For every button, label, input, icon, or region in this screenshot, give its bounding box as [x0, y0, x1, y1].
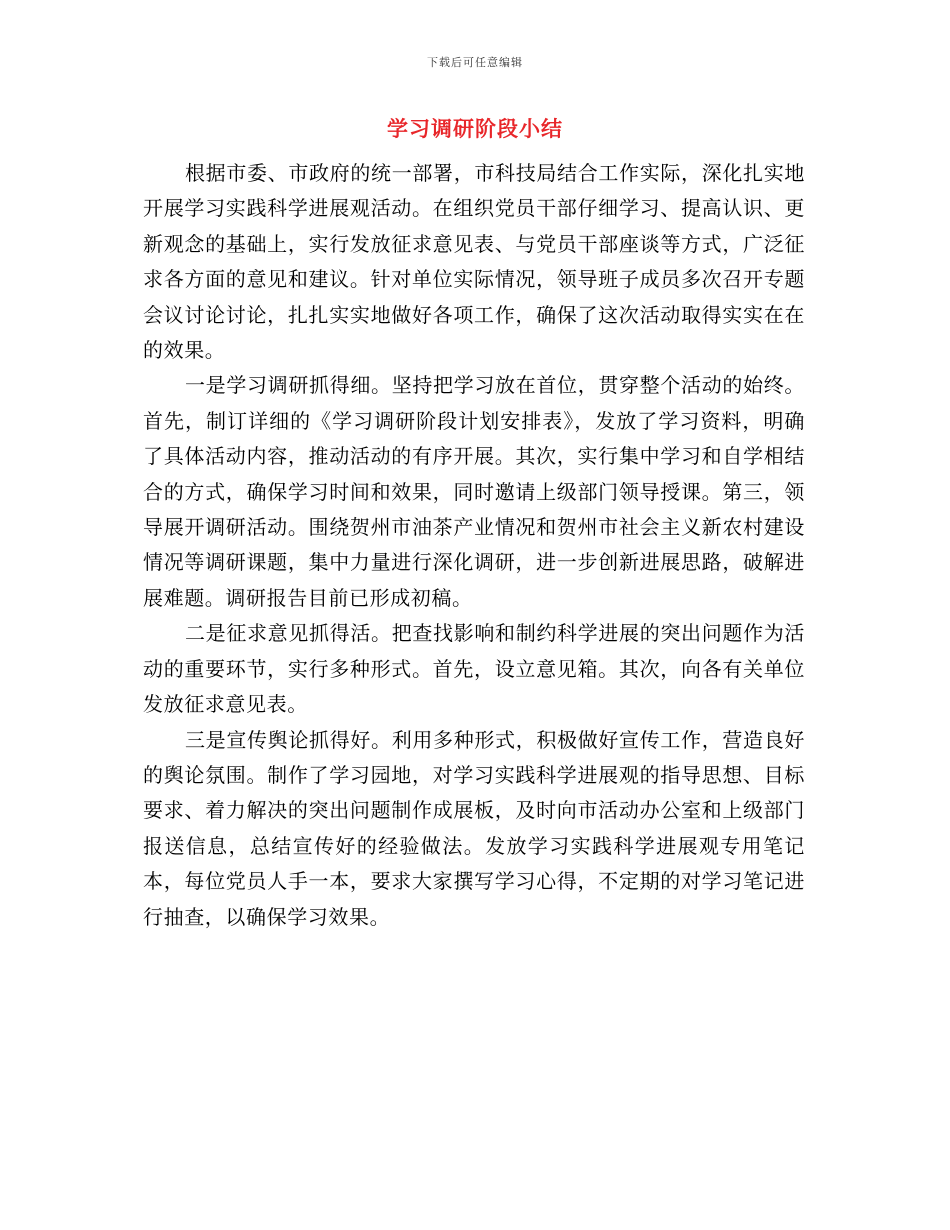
paragraph-study-research: 一是学习调研抓得细。坚持把学习放在首位，贯穿整个活动的始终。首先，制订详细的《学习调研阶段计划安排表》，发放了学习资料，明确了具体活动内容，推动活动的有序开展。其次，实行集中学习和自学相结合的方式，确保学习时间和效果，同时邀请上级部门领导授课。第三，领导展开调研活动。围绕贺州市油茶产业情况和贺州市社会主义新农村建设情况等调研课题，集中力量进行深化调研，进一步创新进展思路，破解进展难题。调研报告目前已形成初稿。: [143, 373, 805, 610]
header-note: 下载后可任意编辑: [427, 56, 523, 69]
paragraph-publicity: 三是宣传舆论抓得好。利用多种形式，积极做好宣传工作，营造良好的舆论氛围。制作了学习园地，对学习实践科学进展观的指导思想、目标要求、着力解决的突出问题制作成展板，及时向市活动办公室和上级部门报送信息，总结宣传好的经验做法。发放学习实践科学进展观专用笔记本，每位党员人手一本，要求大家撰写学习心得，不定期的对学习笔记进行抽查，以确保学习效果。: [143, 727, 805, 929]
paragraph-intro: 根据市委、市政府的统一部署，市科技局结合工作实际，深化扎实地开展学习实践科学进展观活动。在组织党员干部仔细学习、提高认识、更新观念的基础上，实行发放征求意见表、与党员干部座谈等方式，广泛征求各方面的意见和建议。针对单位实际情况，领导班子成员多次召开专题会议讨论讨论，扎扎实实地做好各项工作，确保了这次活动取得实实在在的效果。: [143, 161, 805, 363]
document-title: 学习调研阶段小结: [387, 117, 563, 141]
document-body: [143, 156, 805, 935]
paragraph-solicit-opinions: 二是征求意见抓得活。把查找影响和制约科学进展的突出问题作为活动的重要环节，实行多种形式。首先，设立意见箱。其次，向各有关单位发放征求意见表。: [143, 621, 805, 717]
